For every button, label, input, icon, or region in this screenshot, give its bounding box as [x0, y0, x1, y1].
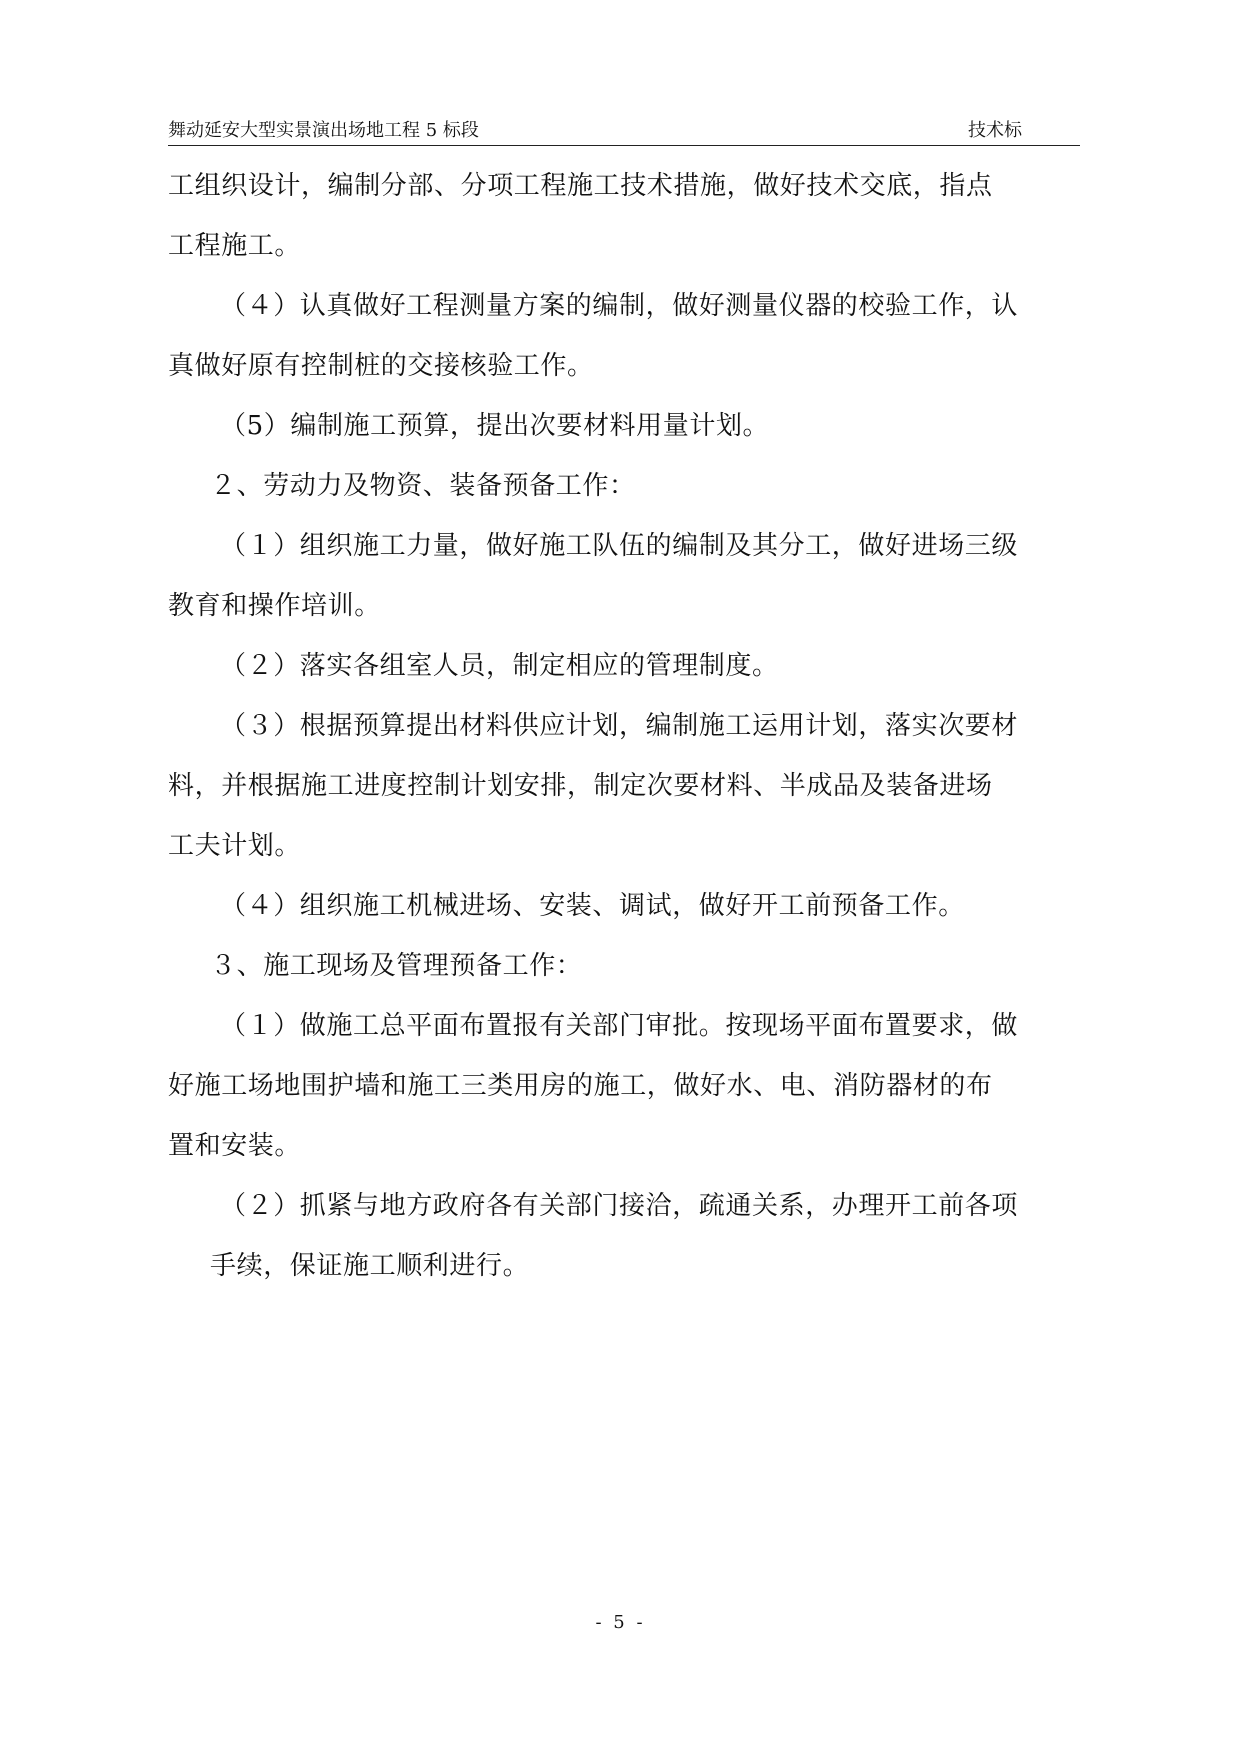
body-line: 工程施工。: [168, 231, 302, 261]
header-divider: [168, 145, 1080, 146]
body-line: （４）认真做好工程测量方案的编制，做好测量仪器的校验工作，认: [220, 291, 1019, 321]
body-line: 手续，保证施工顺利进行。: [210, 1251, 530, 1281]
body-line: 教育和操作培训。: [168, 591, 381, 621]
document-body: [168, 156, 1080, 1296]
body-line: 置和安装。: [168, 1131, 302, 1161]
body-line: 工夫计划。: [168, 831, 302, 861]
page-header: [168, 116, 1080, 146]
body-line: （４）组织施工机械进场、安装、调试，做好开工前预备工作。: [220, 891, 965, 921]
body-line: ２、劳动力及物资、装备预备工作：: [210, 471, 636, 501]
body-line: （２）落实各组室人员，制定相应的管理制度。: [220, 651, 779, 681]
body-line: （5）编制施工预算，提出次要材料用量计划。: [220, 411, 770, 441]
body-line: 真做好原有控制桩的交接核验工作。: [168, 351, 594, 381]
body-line: （１）做施工总平面布置报有关部门审批。按现场平面布置要求，做: [220, 1011, 1019, 1041]
header-section-label: 技术标: [968, 120, 1022, 141]
body-line: ３、施工现场及管理预备工作：: [210, 951, 583, 981]
body-line: （３）根据预算提出材料供应计划，编制施工运用计划，落实次要材: [220, 711, 1019, 741]
body-line: 工组织设计，编制分部、分项工程施工技术措施，做好技术交底，指点: [168, 171, 993, 201]
body-line: 好施工场地围护墙和施工三类用房的施工，做好水、电、消防器材的布: [168, 1071, 993, 1101]
header-project-title: 舞动延安大型实景演出场地工程 5 标段: [168, 120, 479, 141]
page-number: - 5 -: [595, 1612, 646, 1633]
body-line: （２）抓紧与地方政府各有关部门接洽，疏通关系，办理开工前各项: [220, 1191, 1019, 1221]
body-line: 料，并根据施工进度控制计划安排，制定次要材料、半成品及装备进场: [168, 771, 993, 801]
body-line: （１）组织施工力量，做好施工队伍的编制及其分工，做好进场三级: [220, 531, 1019, 561]
